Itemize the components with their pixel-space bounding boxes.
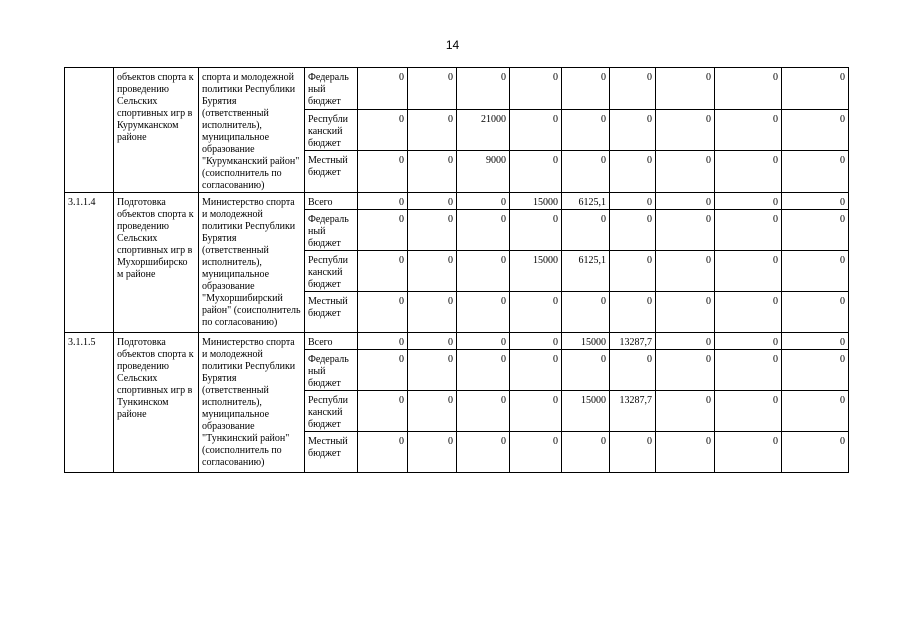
funding-source: Местный бюджет <box>305 432 358 473</box>
value-cell: 0 <box>656 292 715 333</box>
page-number: 14 <box>445 38 460 52</box>
executor-cell: Министерство спорта и молодежной политики Республики Бурятия (ответственный исполнитель), муниципальное образование "Мухоршибирский район" (соисполнитель по согласованию) <box>199 193 305 333</box>
value-cell: 15000 <box>562 391 610 432</box>
value-cell: 0 <box>715 391 782 432</box>
value-cell: 0 <box>610 292 656 333</box>
value-cell: 0 <box>510 68 562 110</box>
funding-source: Федераль ный бюджет <box>305 210 358 251</box>
value-cell: 0 <box>656 193 715 210</box>
value-cell: 0 <box>408 251 457 292</box>
value-cell: 15000 <box>510 251 562 292</box>
value-cell: 0 <box>782 68 849 110</box>
value-cell: 0 <box>358 333 408 350</box>
funding-source: Всего <box>305 333 358 350</box>
value-cell: 0 <box>510 292 562 333</box>
value-cell: 0 <box>457 68 510 110</box>
value-cell: 0 <box>656 432 715 473</box>
value-cell: 0 <box>610 350 656 391</box>
value-cell: 0 <box>408 333 457 350</box>
value-cell: 0 <box>510 109 562 151</box>
value-cell: 0 <box>610 432 656 473</box>
value-cell: 0 <box>408 210 457 251</box>
value-cell: 0 <box>358 193 408 210</box>
funding-source: Местный бюджет <box>305 292 358 333</box>
value-cell: 0 <box>510 432 562 473</box>
value-cell: 0 <box>715 193 782 210</box>
value-cell: 0 <box>782 350 849 391</box>
value-cell: 0 <box>510 151 562 193</box>
value-cell: 0 <box>782 193 849 210</box>
value-cell: 0 <box>715 210 782 251</box>
value-cell: 0 <box>656 151 715 193</box>
funding-source: Всего <box>305 193 358 210</box>
value-cell: 0 <box>656 68 715 110</box>
value-cell: 0 <box>510 210 562 251</box>
value-cell: 0 <box>562 210 610 251</box>
value-cell: 0 <box>408 193 457 210</box>
value-cell: 0 <box>656 350 715 391</box>
value-cell: 0 <box>358 151 408 193</box>
value-cell: 0 <box>610 109 656 151</box>
value-cell: 0 <box>457 391 510 432</box>
value-cell: 0 <box>610 151 656 193</box>
value-cell: 0 <box>610 251 656 292</box>
measure-code: 3.1.1.4 <box>65 193 114 333</box>
table-row <box>65 193 849 210</box>
value-cell: 0 <box>782 432 849 473</box>
measure-name: Подготовка объектов спорта к проведению Сельских спортивных игр в Тункинском районе <box>114 333 199 473</box>
value-cell: 0 <box>715 151 782 193</box>
funding-source: Местный бюджет <box>305 151 358 193</box>
value-cell: 0 <box>358 350 408 391</box>
funding-source: Республи канский бюджет <box>305 391 358 432</box>
value-cell: 6125,1 <box>562 251 610 292</box>
value-cell: 0 <box>715 432 782 473</box>
value-cell: 0 <box>457 251 510 292</box>
value-cell: 0 <box>782 292 849 333</box>
value-cell: 0 <box>782 109 849 151</box>
value-cell: 0 <box>562 432 610 473</box>
value-cell: 0 <box>408 432 457 473</box>
value-cell: 0 <box>510 391 562 432</box>
value-cell: 0 <box>457 292 510 333</box>
value-cell: 0 <box>562 109 610 151</box>
value-cell: 0 <box>358 109 408 151</box>
value-cell: 0 <box>457 432 510 473</box>
value-cell: 0 <box>408 151 457 193</box>
value-cell: 0 <box>457 333 510 350</box>
value-cell: 0 <box>610 68 656 110</box>
measure-code: 3.1.1.5 <box>65 333 114 473</box>
table-row <box>65 68 849 110</box>
value-cell: 0 <box>715 68 782 110</box>
value-cell: 21000 <box>457 109 510 151</box>
value-cell: 15000 <box>510 193 562 210</box>
executor-cell: Министерство спорта и молодежной политики Республики Бурятия (ответственный исполнитель), муниципальное образование "Тункинский район" (соисполнитель по согласованию) <box>199 333 305 473</box>
value-cell: 0 <box>715 251 782 292</box>
value-cell: 0 <box>562 292 610 333</box>
value-cell: 0 <box>510 333 562 350</box>
value-cell: 0 <box>358 251 408 292</box>
value-cell: 0 <box>782 210 849 251</box>
value-cell: 0 <box>408 109 457 151</box>
value-cell: 0 <box>715 109 782 151</box>
value-cell: 0 <box>610 210 656 251</box>
value-cell: 0 <box>656 210 715 251</box>
value-cell: 0 <box>408 350 457 391</box>
value-cell: 0 <box>457 193 510 210</box>
funding-source: Республи канский бюджет <box>305 251 358 292</box>
value-cell: 0 <box>782 333 849 350</box>
table-body <box>65 68 849 473</box>
value-cell: 0 <box>358 292 408 333</box>
value-cell: 0 <box>358 68 408 110</box>
measure-code <box>65 68 114 193</box>
value-cell: 0 <box>562 151 610 193</box>
value-cell: 0 <box>562 350 610 391</box>
value-cell: 9000 <box>457 151 510 193</box>
funding-source: Республи канский бюджет <box>305 109 358 151</box>
value-cell: 0 <box>562 68 610 110</box>
table-row <box>65 333 849 350</box>
budget-table <box>64 67 849 473</box>
value-cell: 0 <box>457 210 510 251</box>
value-cell: 0 <box>656 109 715 151</box>
value-cell: 0 <box>510 350 562 391</box>
value-cell: 0 <box>782 151 849 193</box>
value-cell: 0 <box>358 432 408 473</box>
value-cell: 13287,7 <box>610 391 656 432</box>
funding-source: Федераль ный бюджет <box>305 350 358 391</box>
value-cell: 0 <box>457 350 510 391</box>
value-cell: 0 <box>656 333 715 350</box>
value-cell: 0 <box>408 292 457 333</box>
value-cell: 0 <box>408 391 457 432</box>
value-cell: 0 <box>782 251 849 292</box>
value-cell: 0 <box>656 391 715 432</box>
value-cell: 0 <box>656 251 715 292</box>
measure-name: объектов спорта к проведению Сельских спортивных игр в Курумканском районе <box>114 68 199 193</box>
value-cell: 0 <box>782 391 849 432</box>
value-cell: 0 <box>408 68 457 110</box>
value-cell: 0 <box>358 210 408 251</box>
value-cell: 13287,7 <box>610 333 656 350</box>
value-cell: 0 <box>610 193 656 210</box>
value-cell: 0 <box>715 350 782 391</box>
value-cell: 0 <box>358 391 408 432</box>
measure-name: Подготовка объектов спорта к проведению Сельских спортивных игр в Мухоршибирско м районе <box>114 193 199 333</box>
value-cell: 15000 <box>562 333 610 350</box>
value-cell: 0 <box>715 333 782 350</box>
executor-cell: спорта и молодежной политики Республики Бурятия (ответственный исполнитель), муниципальное образование "Курумканский район" (соисполнитель по согласованию) <box>199 68 305 193</box>
value-cell: 6125,1 <box>562 193 610 210</box>
funding-source: Федераль ный бюджет <box>305 68 358 110</box>
value-cell: 0 <box>715 292 782 333</box>
